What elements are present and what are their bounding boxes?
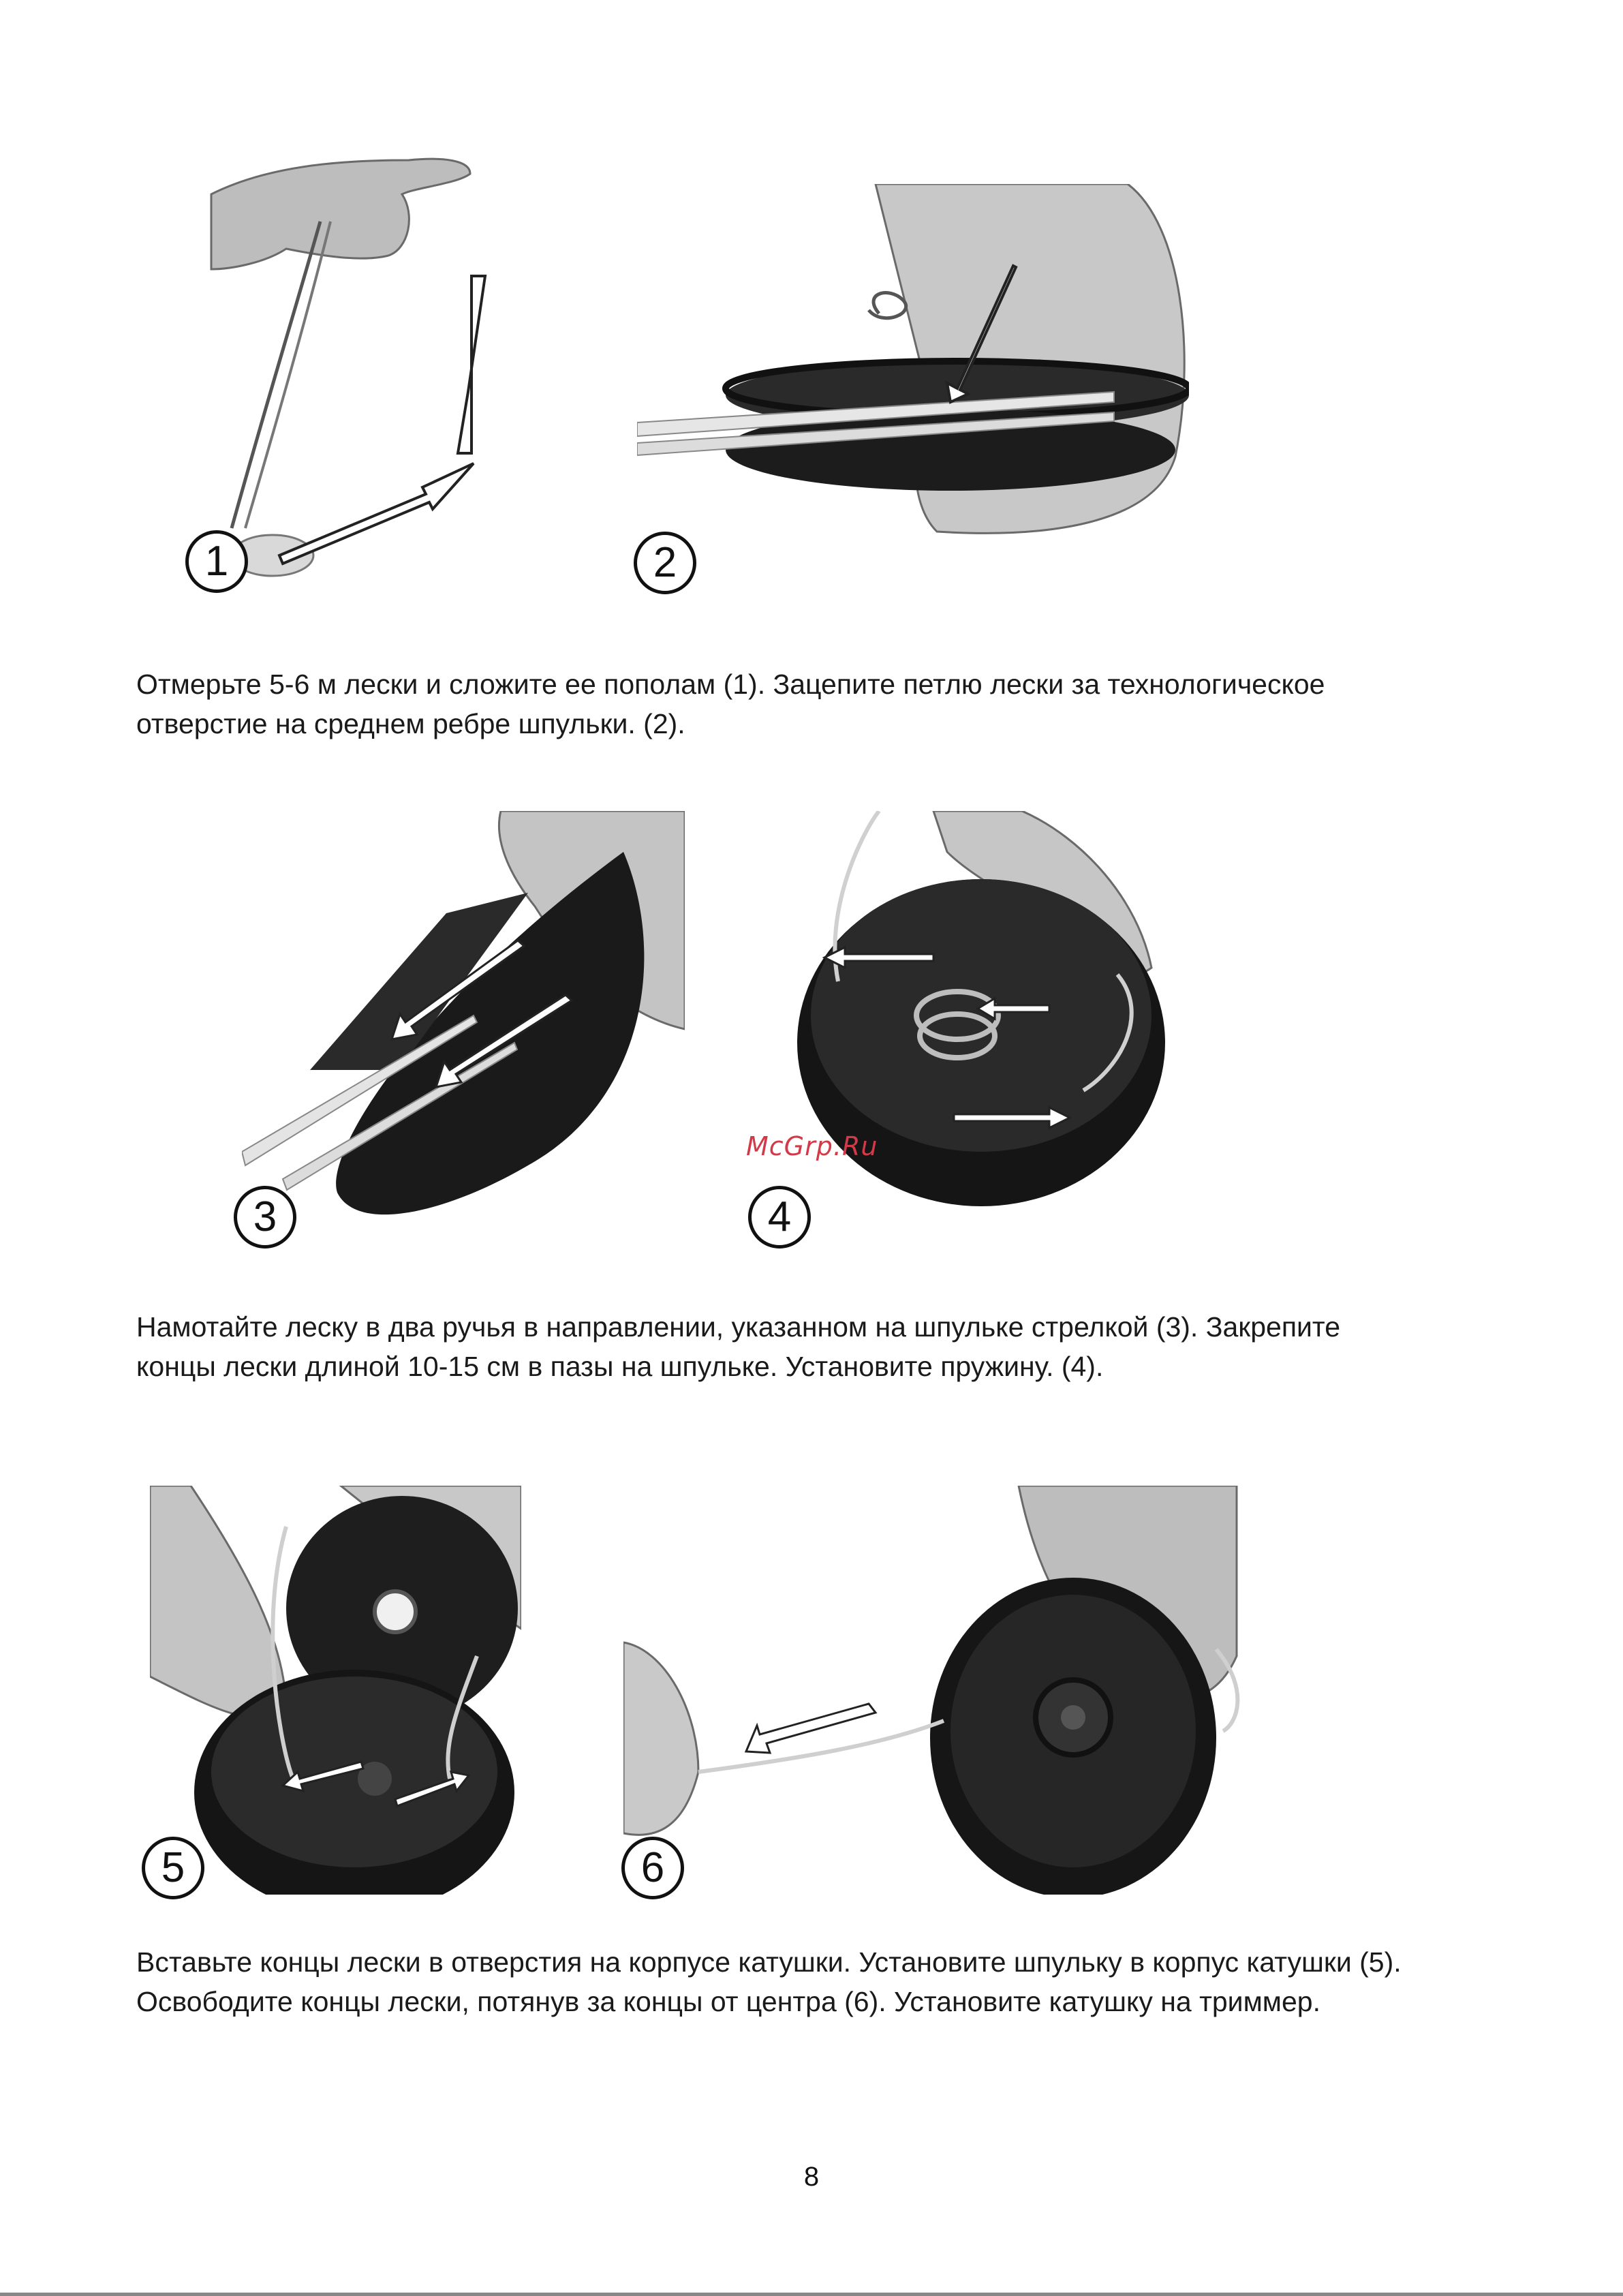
instruction-paragraph-2 [136, 1307, 1526, 1386]
pulling-line-ends-illustration [623, 1486, 1247, 1895]
page-bottom-divider [0, 2293, 1623, 2296]
figure-3-photo [242, 811, 685, 1240]
figure-2-badge: 2 [634, 532, 696, 594]
figure-5-badge: 5 [142, 1837, 204, 1899]
inserting-spool-into-housing-illustration [150, 1486, 521, 1895]
paragraph-1-line-2: отверстие на среднем ребре шпульки. (2). [136, 708, 685, 739]
figure-4-badge: 4 [748, 1186, 811, 1249]
paragraph-1-line-1: Отмерьте 5-6 м лески и сложите ее пополам (1). Зацепите петлю лески за технологическое [136, 669, 1325, 700]
figure-1-photo [184, 147, 579, 603]
hooking-line-on-spool-illustration [637, 184, 1189, 545]
figure-6-badge: 6 [621, 1837, 684, 1899]
watermark: McGrp.Ru [746, 1131, 878, 1161]
winding-line-on-spool-illustration [242, 811, 685, 1240]
instruction-paragraph-1 [136, 664, 1526, 744]
paragraph-2-line-2: концы лески длиной 10-15 см в пазы на шпульке. Установите пружину. (4). [136, 1351, 1104, 1382]
figure-5-photo [150, 1486, 521, 1895]
figure-2-photo [637, 184, 1189, 545]
page-number: 8 [803, 2162, 820, 2192]
hand-folding-line-illustration [184, 147, 579, 603]
paragraph-3-line-2: Освободите концы лески, потянув за концы от центра (6). Установите катушку на триммер. [136, 1986, 1320, 2017]
figure-6-photo [623, 1486, 1247, 1895]
instruction-paragraph-3 [136, 1942, 1526, 2021]
paragraph-2-line-1: Намотайте леску в два ручья в направлении, указанном на шпульке стрелкой (3). Закрепите [136, 1311, 1341, 1343]
figure-3-badge: 3 [234, 1186, 296, 1249]
paragraph-3-line-1: Вставьте концы лески в отверстия на корпусе катушки. Установите шпульку в корпус катушки (5). [136, 1946, 1402, 1978]
figure-1-badge: 1 [185, 530, 248, 593]
